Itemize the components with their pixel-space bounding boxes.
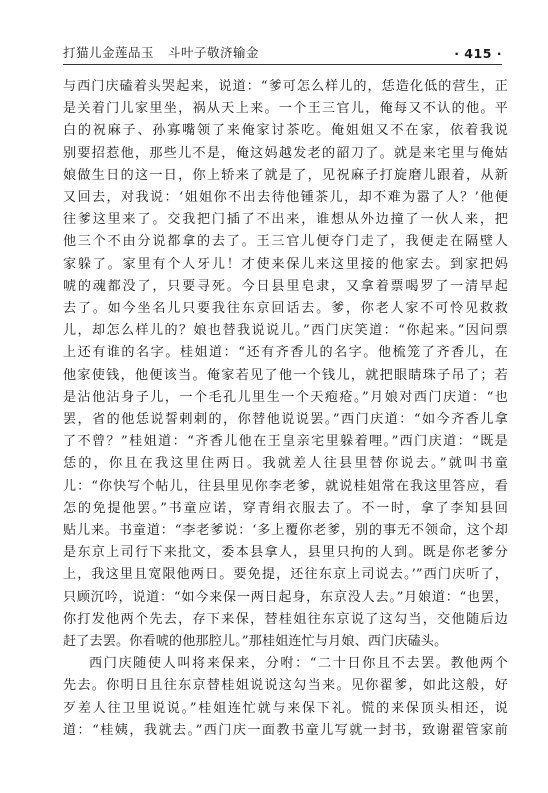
- text-line: 是东京上司行下来批文，委本县拿人，县里只拘的人到。既是你老爹分: [63, 545, 508, 561]
- text-line: 了不曾？”桂姐道：“齐香儿他在王皇亲宅里躲着哩。”西门庆道：“既是: [63, 434, 508, 450]
- header-rule: [63, 64, 502, 65]
- text-line: 贴儿来。书童道：“李老爹说：‘多上覆你老爹，别的事无不领命，这个却: [63, 523, 508, 539]
- running-header: [63, 41, 502, 61]
- text-line: 去了。如今坐名儿只要我往东京回话去。爹，你老人家不可怜见救救: [63, 301, 508, 317]
- text-line: 是沾他沾身子儿，一个毛孔儿里生一个天疱疮。”月娘对西门庆道：“也: [63, 389, 508, 405]
- chapter-title: 打猫儿金莲品玉: [63, 45, 155, 60]
- paragraph: [63, 76, 508, 653]
- text-line: 恁的，你且在我这里住两日。我就差人往县里替你说去。”就叫书童: [63, 456, 508, 472]
- text-line: 西门庆随使人叫将来保来，分咐：“二十日你且不去罢。教他两个: [89, 656, 508, 672]
- text-line: 上，我这里且宽限他两日。要免提，还往东京上司说去。’”西门庆听了，: [63, 567, 508, 583]
- text-line: 先去。你明日且往东京替桂姐说说这勾当来。见你翟爹，如此这般，好: [63, 678, 508, 694]
- text-line: 他家使钱，他便该当。俺家若见了他一个钱儿，就把眼睛珠子吊了；若: [63, 367, 508, 383]
- text-line: 娘做生日的这一日，你上轿来了就是了，见祝麻子打旋磨儿跟着，从新: [63, 167, 508, 183]
- text-line: 你打发他两个先去，存下来保，替桂姐往东京说了这勾当，交他随后边: [63, 611, 508, 627]
- paragraph: [63, 653, 508, 742]
- body-text: [63, 76, 508, 742]
- chapter-heading: [63, 43, 259, 61]
- text-line: 又回去，对我说：‘姐姐你不出去待他锺茶儿，却不难为嚣了人？’他便: [63, 190, 508, 206]
- text-line: 歹差人往卫里说说。”桂姐连忙就与来保下礼。慌的来保顶头相还，说: [63, 700, 508, 716]
- text-line: 儿，却怎么样儿的？娘也替我说说儿。”西门庆笑道：“你起来。”因问票: [63, 323, 508, 339]
- text-line: 上还有谁的名字。桂姐道：“还有齐香儿的名字。他梳笼了齐香儿，在: [63, 345, 508, 361]
- text-line: 只顾沉吟，说道：“如今来保一两日起身，东京没人去。”月娘道：“也罢，: [63, 589, 508, 605]
- text-line: 家躲了。家里有个人牙儿！才使来保儿来这里接的他家去。到家把妈: [63, 256, 508, 272]
- chapter-subtitle: 斗叶子敬济输金: [168, 45, 260, 60]
- page-number: · 415 ·: [454, 46, 502, 61]
- text-line: 与西门庆磕着头哭起来，说道：“爹可怎么样儿的，恁造化低的营生，正: [63, 79, 508, 94]
- text-line: 唬的魂都没了，只要寻死。今日县里皂隶，又拿着票喝罗了一清早起: [63, 278, 508, 294]
- text-line: 白的祝麻子、孙寡嘴领了来俺家讨茶吃。俺姐姐又不在家，依着我说: [63, 123, 508, 139]
- text-line: 他三个不由分说都拿的去了。王三官儿便夺门走了，我便走在隔壁人: [63, 234, 508, 250]
- text-line: 往爹这里来了。交我把门插了不出来，谁想从外边撞了一伙人来，把: [63, 212, 508, 228]
- text-line: 别要招惹他，那些儿不是，俺这妈越发老的韶刀了。就是来宅里与俺姑: [63, 145, 508, 161]
- text-line: 道：“桂姨，我就去。”西门庆一面教书童儿写就一封书，致谢翟管家前: [63, 722, 508, 738]
- text-line: 赶了去罢。你看唬的他那腔儿。”那桂姐连忙与月娘、西门庆磕头。: [63, 634, 448, 650]
- text-line: 怎的免提他罢。”书童应诺，穿青绢衣服去了。不一时，拿了李知县回: [63, 500, 508, 516]
- text-line: 是关着门儿家里坐，祸从天上来。一个王三官儿，俺每又不认的他。平: [63, 101, 508, 117]
- text-line: 罢，省的他恁说誓剌剌的，你替他说说罢。”西门庆道：“如今齐香儿拿: [63, 412, 508, 428]
- text-line: 儿：“你快写个帖儿，往县里见你李老爹，就说桂姐常在我这里答应，看: [63, 478, 508, 494]
